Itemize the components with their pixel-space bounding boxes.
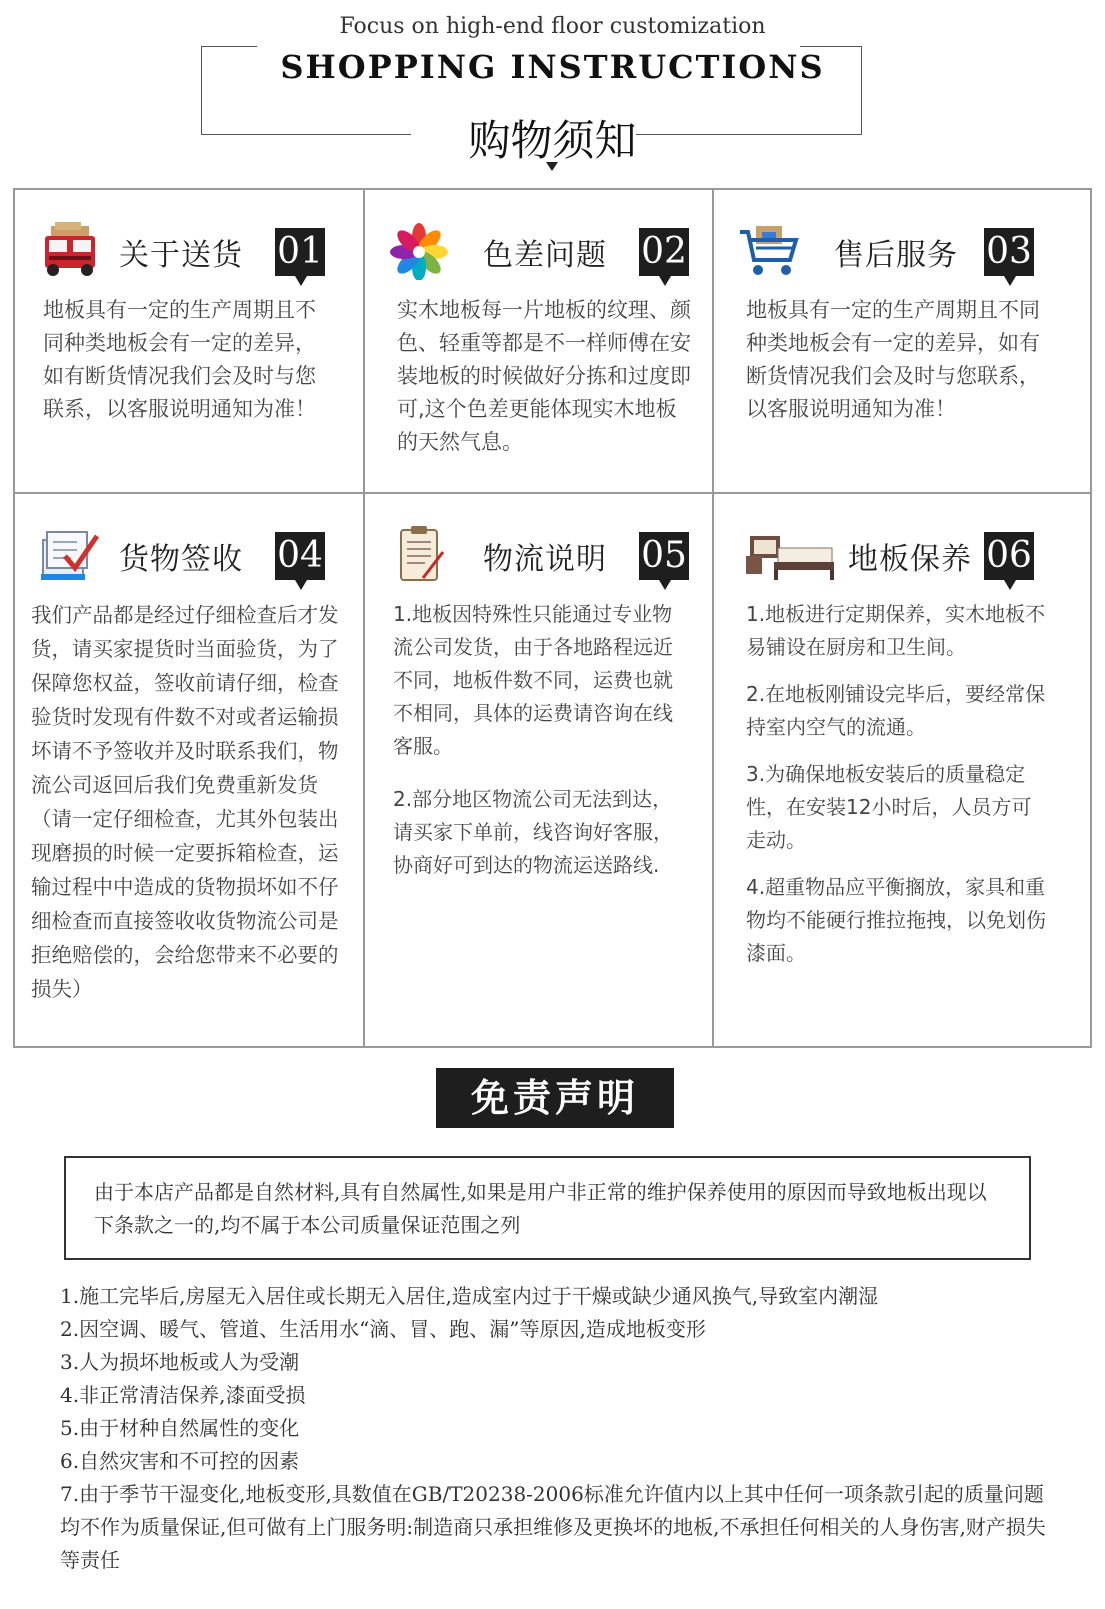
clipboard-icon: [387, 526, 453, 584]
card-number-badge: 01: [275, 228, 325, 276]
card-body: [397, 294, 693, 459]
card-title: 地板保养: [848, 542, 972, 577]
disclaimer-title: 免责声明: [436, 1068, 674, 1128]
disclaimer-term: 4.非正常清洁保养,漆面受损: [60, 1383, 306, 1407]
card-paragraph: 地板具有一定的生产周期且不同种类地板会有一定的差异，如有断货情况我们会及时与您联系，以客服说明通知为准！: [43, 298, 316, 421]
card-body: [746, 294, 1042, 426]
disclaimer-intro: 由于本店产品都是自然材料,具有自然属性,如果是用户非正常的维护保养使用的原因而导致地板出现以下条款之一的,均不属于本公司质量保证范围之列: [64, 1156, 1031, 1260]
card-title: 货物签收: [119, 542, 243, 577]
header-title-cn: 购物须知: [468, 116, 637, 165]
card-logistics: [365, 494, 712, 1046]
disclaimer-term: 2.因空调、暖气、管道、生活用水“滴、冒、跑、漏”等原因,造成地板变形: [60, 1317, 706, 1341]
card-body: [746, 598, 1046, 970]
card-body: [393, 598, 689, 882]
card-title: 色差问题: [483, 238, 607, 273]
card-title: 关于送货: [119, 238, 243, 273]
bedroom-furniture-icon: [744, 526, 836, 584]
header-arrow-icon: [546, 162, 558, 171]
card-number-badge: 05: [639, 532, 689, 580]
card-number-badge: 02: [639, 228, 689, 276]
card-title: 售后服务: [834, 238, 958, 273]
card-number-badge: 04: [275, 532, 325, 580]
disclaimer-term: 3.人为损坏地板或人为受潮: [60, 1350, 300, 1374]
header-frame-top-left: [201, 46, 257, 47]
header-frame-top-right: [800, 46, 862, 47]
card-title: 物流说明: [483, 542, 607, 577]
card-floor-care: [714, 494, 1092, 1046]
card-paragraph: 4.超重物品应平衡搁放，家具和重物均不能硬行推拉拖拽，以免划伤漆面。: [746, 875, 1046, 965]
delivery-truck-icon: [37, 222, 103, 280]
card-paragraph: 实木地板每一片地板的纹理、颜色、轻重等都是不一样师傅在安装地板的时候做好分拣和过度即可,这个色差更能体现实木地板的天然气息。: [397, 298, 691, 454]
card-paragraph: 2.在地板刚铺设完毕后，要经常保持室内空气的流通。: [746, 682, 1046, 739]
instructions-grid: [13, 188, 1092, 1048]
page-header: [0, 0, 1105, 185]
card-after-sales: [714, 190, 1092, 492]
card-color-difference: [365, 190, 712, 492]
disclaimer-term: 5.由于材种自然属性的变化: [60, 1416, 300, 1440]
card-paragraph: 1.地板进行定期保养，实木地板不易铺设在厨房和卫生间。: [746, 602, 1046, 659]
card-delivery: [15, 190, 363, 492]
card-paragraph: 我们产品都是经过仔细检查后才发货，请买家提货时当面验货，为了保障您权益，签收前请仔细，检查验货时发现有件数不对或者运输损坏请不予签收并及时联系我们，物流公司返回后我们免费重新发货（请一定仔细检查，尤其外包装出现磨损的时候一定要拆箱检查，运输过程中中造成的货物损坏如不仔细检查而直接签收收货物流公司是拒绝赔偿的，会给您带来不必要的损失）: [31, 603, 339, 1001]
card-number-badge: 06: [984, 532, 1034, 580]
header-subtitle: Focus on high-end floor customization: [339, 14, 766, 39]
card-paragraph: 3.为确保地板安装后的质量稳定性，在安装12小时后，人员方可走动。: [746, 762, 1032, 852]
checklist-icon: [37, 526, 103, 584]
card-paragraph: 地板具有一定的生产周期且不同种类地板会有一定的差异，如有 断货情况我们会及时与您联系，以客服说明通知为准！: [746, 298, 1040, 421]
card-body: [43, 294, 335, 426]
card-receipt: [15, 494, 363, 1046]
header-title-en: SHOPPING INSTRUCTIONS: [280, 48, 825, 86]
shopping-cart-icon: [736, 222, 802, 280]
disclaimer-terms: [60, 1280, 1050, 1577]
disclaimer-term: 6.自然灾害和不可控的因素: [60, 1449, 300, 1473]
disclaimer-term: 7.由于季节干湿变化,地板变形,具数值在GB/T20238-2006标准允许值内以上其中任何一项条款引起的质量问题均不作为质量保证,但可做有上门服务明:制造商只承担维修及更换坏的地板,不承担任何相关的人身伤害,财产损失等责任: [60, 1482, 1046, 1572]
card-paragraph: 1.地板因特殊性只能通过专业物流公司发货，由于各地路程远近不同，地板件数不同，运费也就不相同，具体的运费请咨询在线客服。: [393, 602, 673, 758]
card-body: [31, 598, 349, 1006]
card-paragraph: 2.部分地区物流公司无法到达，请买家下单前，线咨询好客服，协商好可到达的物流运送路线.: [393, 787, 673, 877]
color-wheel-icon: [387, 222, 453, 280]
card-number-badge: 03: [984, 228, 1034, 276]
disclaimer-term: 1.施工完毕后,房屋无入居住或长期无入居住,造成室内过于干燥或缺少通风换气,导致室内潮湿: [60, 1284, 879, 1308]
